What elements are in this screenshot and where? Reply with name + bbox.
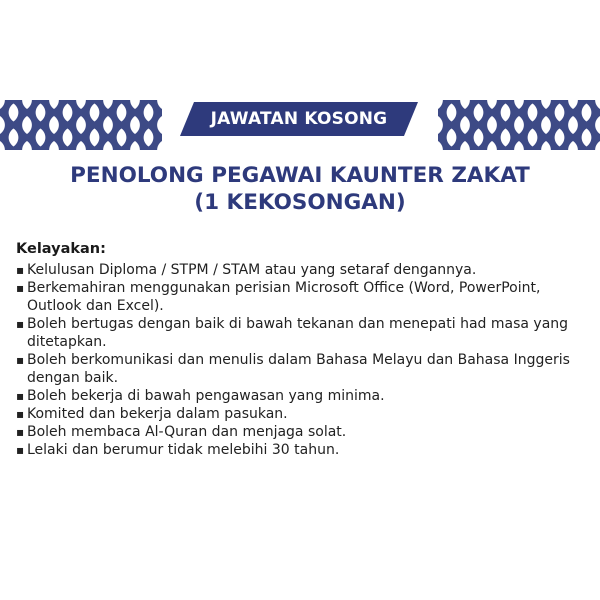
wave-lattice-pattern-left [0,100,162,150]
wave-lattice-pattern-right [438,100,600,150]
banner-label: JAWATAN KOSONG [210,109,388,129]
list-item [16,351,586,387]
list-item [16,261,586,279]
square-bullet-icon: ▪ [16,317,25,331]
list-item [16,405,586,423]
square-bullet-icon: ▪ [16,407,25,421]
list-item [16,315,586,351]
list-item [16,387,586,405]
requirement-text: Komited dan bekerja dalam pasukan. [27,406,288,422]
requirement-text: Boleh bekerja di bawah pengawasan yang minima. [27,388,385,404]
requirement-text: Berkemahiran menggunakan perisian Microsoft Office (Word, PowerPoint, Outlook dan Excel). [27,280,541,314]
list-item [16,279,586,315]
requirement-text: Lelaki dan berumur tidak melebihi 30 tahun. [27,442,340,458]
requirements-heading: Kelayakan: [16,241,106,257]
square-bullet-icon: ▪ [16,281,25,295]
requirement-text: Boleh bertugas dengan baik di bawah tekanan dan menepati had masa yang ditetapkan. [27,316,569,350]
list-item [16,423,586,441]
requirements-list [16,261,586,459]
vacancy-count: (1 KEKOSONGAN) [194,190,406,215]
requirement-text: Boleh berkomunikasi dan menulis dalam Bahasa Melayu dan Bahasa Inggeris dengan baik. [27,352,570,386]
square-bullet-icon: ▪ [16,443,25,457]
vacancy-banner [180,102,418,136]
job-title: PENOLONG PEGAWAI KAUNTER ZAKAT [70,163,530,188]
square-bullet-icon: ▪ [16,353,25,367]
square-bullet-icon: ▪ [16,389,25,403]
square-bullet-icon: ▪ [16,425,25,439]
requirement-text: Kelulusan Diploma / STPM / STAM atau yang setaraf dengannya. [27,262,477,278]
requirement-text: Boleh membaca Al-Quran dan menjaga solat. [27,424,347,440]
square-bullet-icon: ▪ [16,263,25,277]
list-item [16,441,586,459]
